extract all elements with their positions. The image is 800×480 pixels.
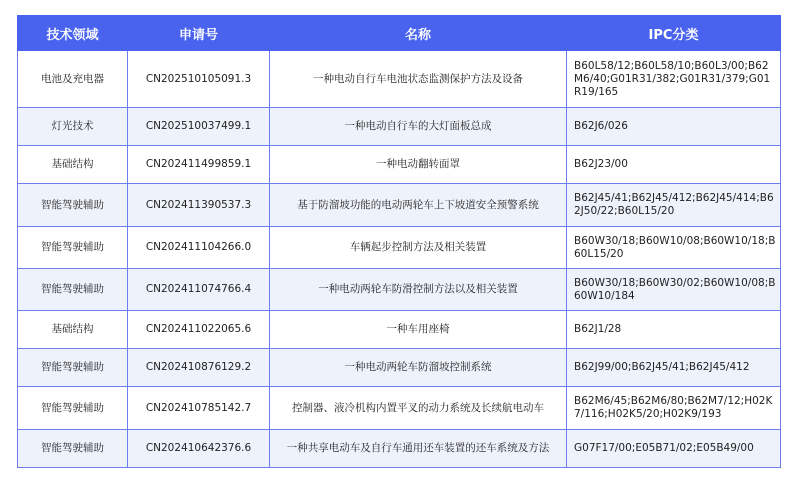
cell-ipc: B60W30/18;B60W10/08;B60W10/18;B60L15/20 xyxy=(567,227,781,269)
cell-name: 车辆起步控制方法及相关装置 xyxy=(270,227,567,269)
cell-name: 一种车用座椅 xyxy=(270,311,567,349)
header-ipc: IPC分类 xyxy=(567,16,781,51)
cell-application-number: CN202411022065.6 xyxy=(128,311,270,349)
cell-field: 灯光技术 xyxy=(18,108,128,146)
cell-ipc: B60L58/12;B60L58/10;B60L3/00;B62M6/40;G01R31/382;G01R31/379;G01R19/165 xyxy=(567,51,781,108)
table-row xyxy=(18,349,781,387)
table-row xyxy=(18,184,781,227)
cell-name: 一种共享电动车及自行车通用还车装置的还车系统及方法 xyxy=(270,430,567,468)
cell-application-number: CN202411499859.1 xyxy=(128,146,270,184)
patent-table xyxy=(17,15,781,468)
cell-application-number: CN202510105091.3 xyxy=(128,51,270,108)
cell-name: 一种电动两轮车防滑控制方法以及相关装置 xyxy=(270,269,567,311)
patent-table-container xyxy=(17,15,780,468)
header-field: 技术领域 xyxy=(18,16,128,51)
cell-field: 智能驾驶辅助 xyxy=(18,430,128,468)
cell-application-number: CN202411074766.4 xyxy=(128,269,270,311)
cell-name: 一种电动两轮车防溜坡控制系统 xyxy=(270,349,567,387)
cell-ipc: B62J45/41;B62J45/412;B62J45/414;B62J50/22;B60L15/20 xyxy=(567,184,781,227)
cell-ipc: B60W30/18;B60W30/02;B60W10/08;B60W10/184 xyxy=(567,269,781,311)
header-name: 名称 xyxy=(270,16,567,51)
cell-field: 智能驾驶辅助 xyxy=(18,184,128,227)
cell-ipc: B62M6/45;B62M6/80;B62M7/12;H02K7/116;H02K5/20;H02K9/193 xyxy=(567,387,781,430)
header-application-number: 申请号 xyxy=(128,16,270,51)
table-row xyxy=(18,51,781,108)
table-row xyxy=(18,146,781,184)
cell-field: 智能驾驶辅助 xyxy=(18,227,128,269)
cell-field: 智能驾驶辅助 xyxy=(18,349,128,387)
table-row xyxy=(18,108,781,146)
table-row xyxy=(18,430,781,468)
cell-ipc: B62J23/00 xyxy=(567,146,781,184)
cell-ipc: G07F17/00;E05B71/02;E05B49/00 xyxy=(567,430,781,468)
cell-field: 基础结构 xyxy=(18,311,128,349)
cell-name: 一种电动自行车电池状态监测保护方法及设备 xyxy=(270,51,567,108)
cell-ipc: B62J99/00;B62J45/41;B62J45/412 xyxy=(567,349,781,387)
cell-name: 基于防溜坡功能的电动两轮车上下坡道安全预警系统 xyxy=(270,184,567,227)
cell-name: 一种电动翻转面罩 xyxy=(270,146,567,184)
table-row xyxy=(18,269,781,311)
table-header-row xyxy=(18,16,781,51)
cell-application-number: CN202410642376.6 xyxy=(128,430,270,468)
cell-field: 智能驾驶辅助 xyxy=(18,387,128,430)
cell-field: 智能驾驶辅助 xyxy=(18,269,128,311)
cell-name: 一种电动自行车的大灯面板总成 xyxy=(270,108,567,146)
cell-application-number: CN202411104266.0 xyxy=(128,227,270,269)
cell-application-number: CN202410876129.2 xyxy=(128,349,270,387)
cell-application-number: CN202510037499.1 xyxy=(128,108,270,146)
cell-field: 基础结构 xyxy=(18,146,128,184)
cell-name: 控制器、液冷机构内置平叉的动力系统及长续航电动车 xyxy=(270,387,567,430)
cell-application-number: CN202410785142.7 xyxy=(128,387,270,430)
cell-ipc: B62J6/026 xyxy=(567,108,781,146)
cell-field: 电池及充电器 xyxy=(18,51,128,108)
table-row xyxy=(18,387,781,430)
table-row xyxy=(18,311,781,349)
cell-application-number: CN202411390537.3 xyxy=(128,184,270,227)
cell-ipc: B62J1/28 xyxy=(567,311,781,349)
table-row xyxy=(18,227,781,269)
